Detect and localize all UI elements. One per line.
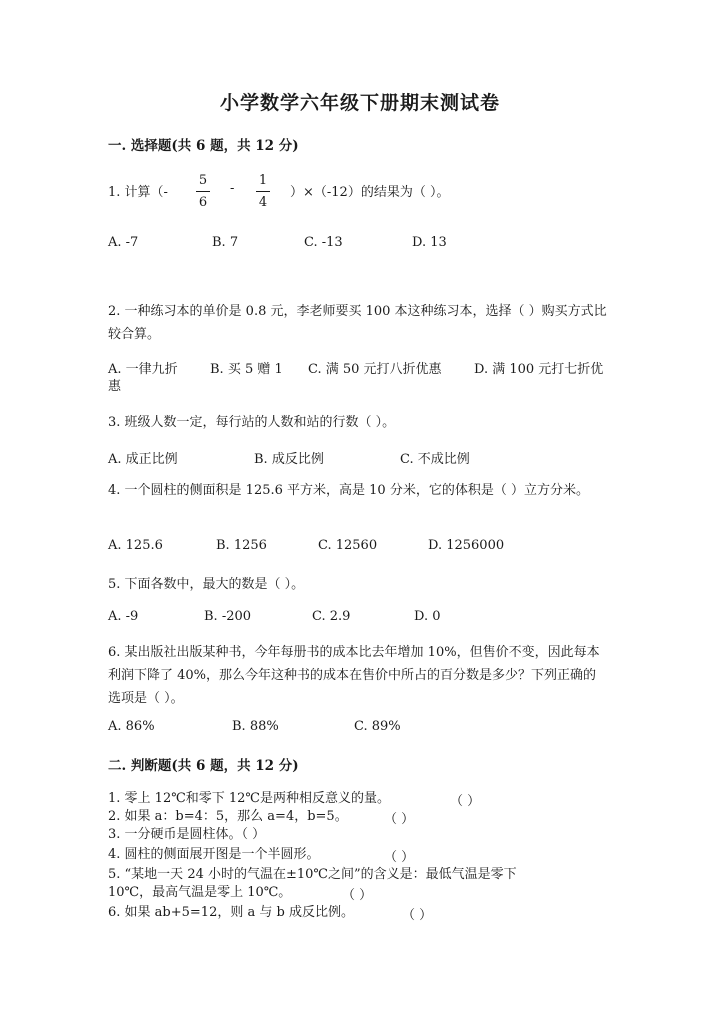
fraction-5-6	[196, 172, 210, 211]
q4-option-d[interactable]: D. 1256000	[428, 538, 505, 553]
question-6-text: 6. 某出版社出版某种书，今年每册书的成本比去年增加 10%，但售价不变，因此每本利润下降了 40%，那么今年这种书的成本在售价中所占的百分数是多少？下列正确的选项是（ ）。	[108, 645, 600, 706]
judge-answer-2[interactable]: （ ）	[384, 812, 415, 827]
question-4-text: 4. 一个圆柱的侧面积是 125.6 平方米，高是 10 分米，它的体积是（ ）立方分米。	[108, 483, 589, 498]
judge-item-1: 1. 零上 12℃和零下 12℃是两种相反意义的量。	[108, 791, 390, 806]
question-3-text: 3. 班级人数一定，每行站的人数和站的行数（ ）。	[108, 415, 396, 430]
judge-answer-4[interactable]: （ ）	[384, 850, 415, 865]
fraction-numerator: 1	[258, 173, 268, 188]
judge-answer-6[interactable]: （ ）	[402, 908, 433, 923]
judge-item-2: 2. 如果 a：b=4：5，那么 a=4，b=5。	[108, 809, 348, 824]
fraction-1-4	[256, 172, 270, 211]
q6-option-b[interactable]: B. 88%	[232, 719, 279, 734]
q5-option-b[interactable]: B. -200	[204, 609, 252, 624]
q1-option-a[interactable]: A. -7	[108, 235, 139, 250]
q1-option-d[interactable]: D. 13	[412, 235, 447, 250]
fraction-numerator: 5	[198, 173, 208, 188]
q5-option-a[interactable]: A. -9	[108, 609, 139, 624]
q4-option-a[interactable]: A. 125.6	[108, 538, 163, 553]
question-2-text: 2. 一种练习本的单价是 0.8 元，李老师要买 100 本这种练习本，选择（ ）购买方式比较合算。	[108, 304, 607, 342]
judge-item-5-cont: 10℃，最高气温是零上 10℃。	[108, 885, 292, 900]
fraction-denominator: 6	[198, 195, 208, 210]
fraction-denominator: 4	[258, 195, 268, 210]
page-title: 小学数学六年级下册期末测试卷	[219, 92, 500, 114]
judge-item-4: 4. 圆柱的侧面展开图是一个半圆形。	[108, 847, 320, 862]
q6-option-a[interactable]: A. 86%	[108, 719, 155, 734]
q2-option-a[interactable]: A. 一律九折	[108, 362, 178, 377]
question-1-prefix: 1. 计算（-	[108, 185, 168, 200]
q4-option-c[interactable]: C. 12560	[318, 538, 378, 553]
q2-option-d[interactable]: D. 满 100 元打七折优	[474, 362, 604, 377]
q3-option-b[interactable]: B. 成反比例	[254, 452, 324, 467]
judge-item-3: 3. 一分硬币是圆柱体。（ ）	[108, 827, 266, 842]
q1-option-b[interactable]: B. 7	[212, 235, 239, 250]
judge-answer-5[interactable]: （ ）	[342, 888, 373, 903]
q5-option-c[interactable]: C. 2.9	[312, 609, 351, 624]
q2-option-c[interactable]: C. 满 50 元打八折优惠	[308, 362, 442, 377]
q2-option-d-wrap: 惠	[108, 379, 122, 394]
q2-option-b[interactable]: B. 买 5 赠 1	[210, 362, 283, 377]
question-1-minus: -	[230, 181, 235, 196]
q3-option-c[interactable]: C. 不成比例	[400, 452, 470, 467]
q4-option-b[interactable]: B. 1256	[216, 538, 267, 553]
question-1-suffix: ）×（-12）的结果为（ ）。	[290, 185, 450, 200]
question-5-text: 5. 下面各数中，最大的数是（ ）。	[108, 577, 305, 592]
q5-option-d[interactable]: D. 0	[414, 609, 441, 624]
q3-option-a[interactable]: A. 成正比例	[108, 452, 178, 467]
q6-option-c[interactable]: C. 89%	[354, 719, 401, 734]
fraction-bar	[256, 191, 270, 192]
q1-option-c[interactable]: C. -13	[304, 235, 343, 250]
judge-item-6: 6. 如果 ab+5=12，则 a 与 b 成反比例。	[108, 905, 354, 920]
section-heading-judge: 二. 判断题(共 6 题，共 12 分)	[108, 758, 299, 774]
fraction-bar	[196, 191, 210, 192]
section-heading-choice: 一. 选择题(共 6 题，共 12 分)	[108, 138, 299, 154]
judge-item-5: 5. “某地一天 24 小时的气温在±10℃之间”的含义是：最低气温是零下	[108, 867, 517, 882]
judge-answer-1[interactable]: （ ）	[450, 794, 481, 809]
